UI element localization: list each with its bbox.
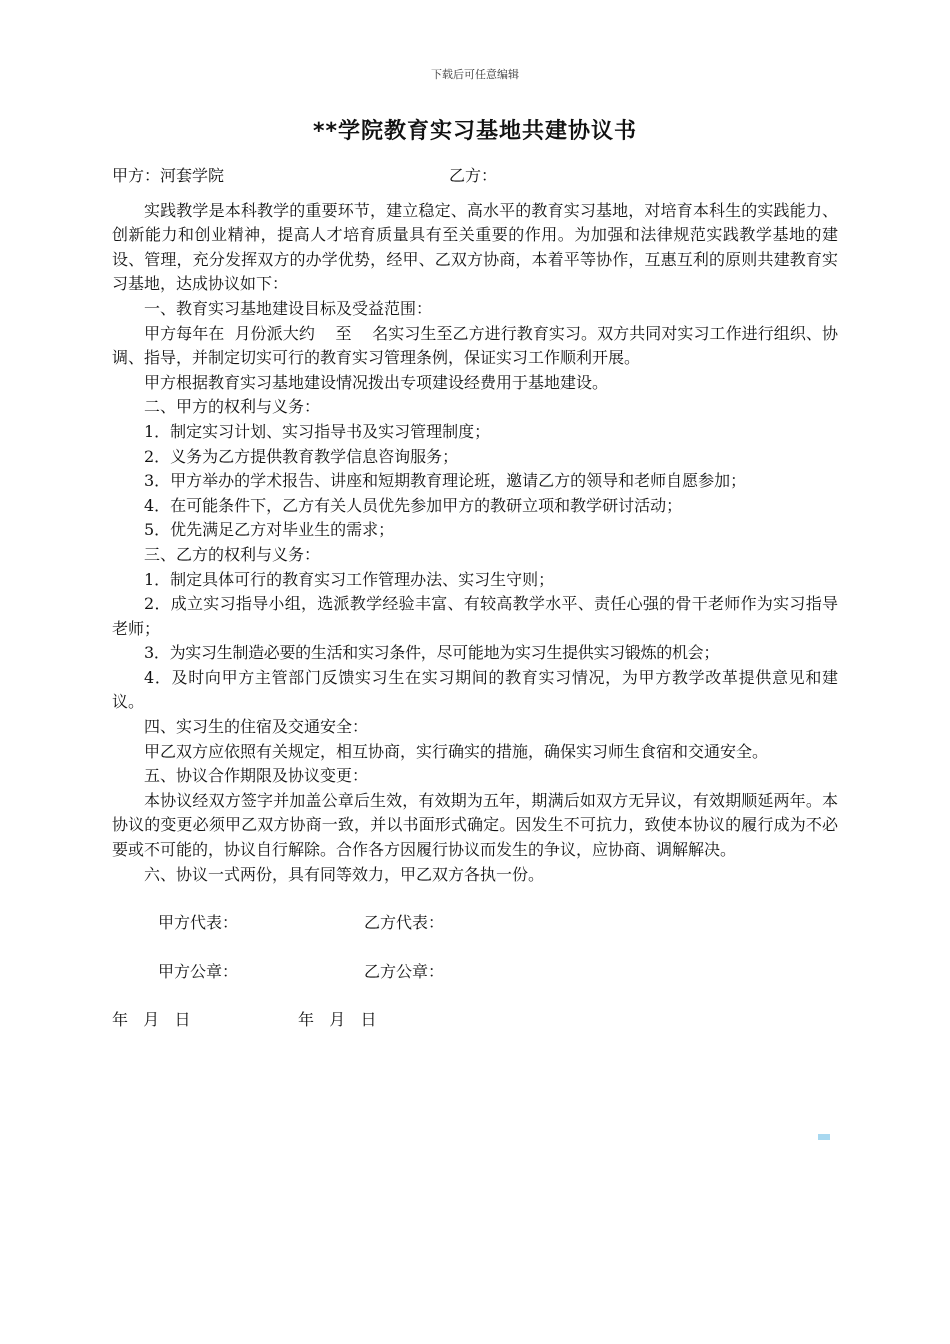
party-b-date: 年 月 日 — [298, 1010, 377, 1030]
representative-row — [112, 911, 838, 936]
intro-paragraph: 实践教学是本科教学的重要环节，建立稳定、高水平的教育实习基地，对培育本科生的实践能力、创新能力和创业精神，提高人才培育质量具有至关重要的作用。为加强和法律规范实践教学基地的建设、管理，充分发挥双方的办学优势，经甲、乙双方协商，本着平等协作，互惠互利的原则共建教育实习基地，达成协议如下： — [112, 200, 838, 294]
list-item: 5．优先满足乙方对毕业生的需求； — [144, 520, 395, 540]
document-title: **学院教育实习基地共建协议书 — [312, 119, 637, 144]
section-heading-2: 二、甲方的权利与义务： — [144, 397, 321, 417]
party-a: 甲方：河套学院 — [112, 166, 225, 185]
section-heading-4: 四、实习生的住宿及交通安全： — [144, 717, 369, 737]
section-heading-1: 一、教育实习基地建设目标及受益范围： — [144, 298, 433, 318]
document-body — [112, 164, 838, 1033]
section-1-paragraph: 甲方每年在 月份派大约 至 名实习生至乙方进行教育实习。双方共同对实习工作进行组织、协调、指导，并制定切实可行的教育实习管理条例，保证实习工作顺利开展。 — [112, 323, 838, 368]
header-note: 下载后可任意编辑 — [431, 68, 519, 81]
section-heading-3: 三、乙方的权利与义务： — [144, 544, 321, 564]
party-a-seal: 甲方公章： — [158, 961, 239, 981]
party-a-representative: 甲方代表： — [158, 913, 239, 933]
section-1-paragraph: 甲方根据教育实习基地建设情况拨出专项建设经费用于基地建设。 — [144, 372, 609, 392]
list-item: 2．义务为乙方提供教育教学信息咨询服务； — [144, 446, 459, 466]
list-item: 4．在可能条件下，乙方有关人员优先参加甲方的教研立项和教学研讨活动； — [144, 495, 683, 515]
list-item: 2．成立实习指导小组，选派教学经验丰富、有较高教学水平、责任心强的骨干老师作为实习指导老师； — [112, 594, 838, 638]
section-heading-5: 五、协议合作期限及协议变更： — [144, 766, 369, 786]
party-b: 乙方： — [449, 166, 498, 185]
seal-row — [112, 960, 838, 985]
list-item: 3．为实习生制造必要的生活和实习条件，尽可能地为实习生提供实习锻炼的机会； — [144, 643, 720, 663]
party-a-date: 年 月 日 — [112, 1010, 191, 1030]
party-b-representative: 乙方代表： — [364, 913, 445, 933]
section-6-paragraph: 六、协议一式两份，具有同等效力，甲乙双方各执一份。 — [144, 864, 545, 884]
list-item: 1．制定实习计划、实习指导书及实习管理制度； — [144, 421, 491, 441]
section-4-paragraph: 甲乙双方应依照有关规定，相互协商，实行确实的措施，确保实习师生食宿和交通安全。 — [144, 741, 769, 761]
party-b-seal: 乙方公章： — [364, 961, 445, 981]
corner-marker — [818, 1134, 830, 1140]
list-item: 3．甲方举办的学术报告、讲座和短期教育理论班，邀请乙方的领导和老师自愿参加； — [144, 471, 747, 491]
section-5-paragraph: 本协议经双方签字并加盖公章后生效，有效期为五年，期满后如双方无异议，有效期顺延两年。本协议的变更必须甲乙双方协商一致，并以书面形式确定。因发生不可抗力，致使本协议的履行成为不必要或不可能的，协议自行解除。合作各方因履行协议而发生的争议，应协商、调解解决。 — [112, 790, 838, 860]
parties-row — [112, 164, 838, 189]
list-item: 4．及时向甲方主管部门反馈实习生在实习期间的教育实习情况，为甲方教学改革提供意见和建议。 — [112, 667, 838, 712]
date-row — [112, 1008, 838, 1033]
list-item: 1．制定具体可行的教育实习工作管理办法、实习生守则； — [144, 569, 555, 589]
